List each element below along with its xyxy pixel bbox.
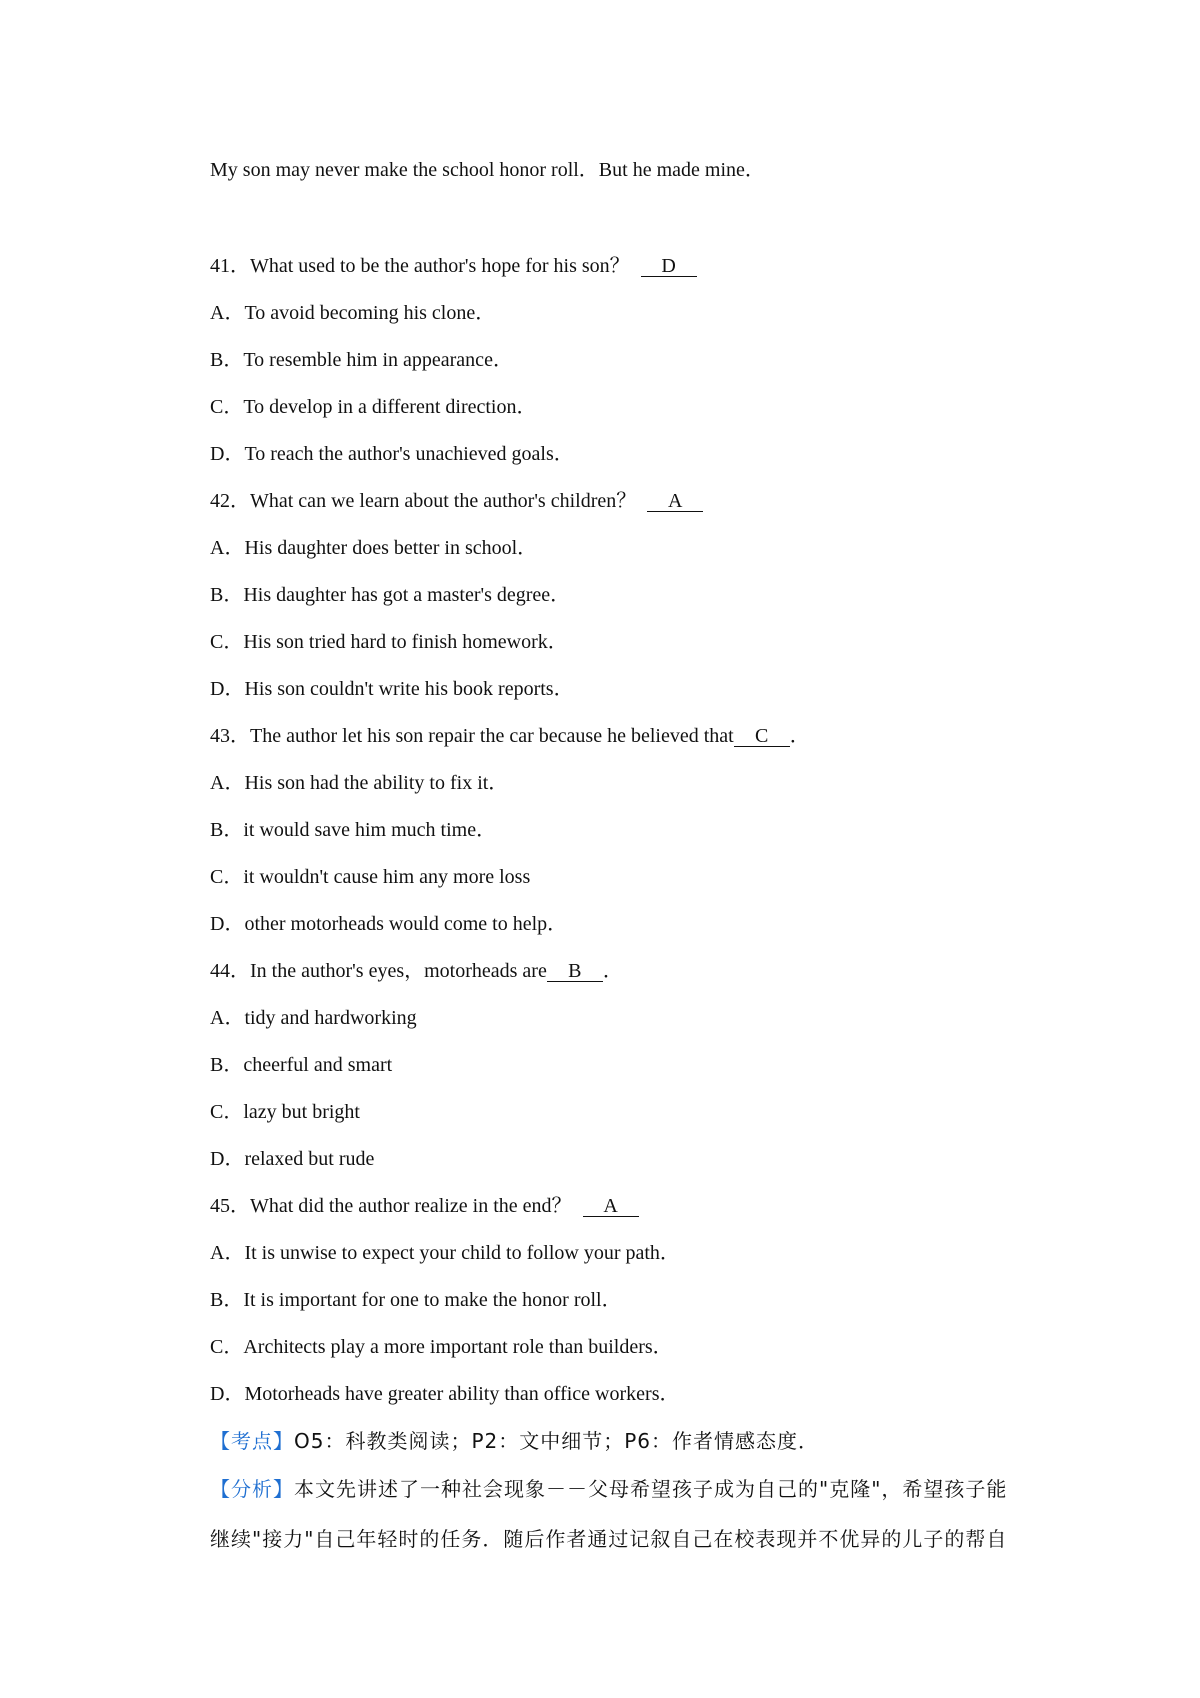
analysis-line-1 <box>210 1476 1007 1502</box>
option: C．it wouldn't cause him any more loss <box>210 866 531 888</box>
option: A．His son had the ability to fix it． <box>210 772 509 794</box>
option: A．His daughter does better in school． <box>210 537 538 559</box>
key-points-text: O5：科教类阅读；P2：文中细节；P6：作者情感态度． <box>294 1429 820 1453</box>
question-text: 43．The author let his son repair the car because he believed that <box>210 725 734 747</box>
answer-blank: A <box>583 1196 639 1217</box>
question-text: 41．What used to be the author's hope for his son？ <box>210 255 630 277</box>
option: C．Architects play a more important role than builders． <box>210 1336 673 1358</box>
analysis-line-2: 继续"接力"自己年轻时的任务．随后作者通过记叙自己在校表现并不优异的儿子的帮自 <box>210 1527 1008 1551</box>
answer-blank: C <box>734 726 790 747</box>
answer-blank: B <box>547 961 603 982</box>
question-end: ． <box>602 960 623 982</box>
key-points <box>210 1428 819 1454</box>
option: A．It is unwise to expect your child to follow your path． <box>210 1242 680 1264</box>
option: C．His son tried hard to finish homework． <box>210 631 568 653</box>
option: D．relaxed but rude <box>210 1148 375 1170</box>
question-41 <box>210 253 697 279</box>
question-43 <box>210 723 810 749</box>
option: B．cheerful and smart <box>210 1054 393 1076</box>
option: C．lazy but bright <box>210 1101 360 1123</box>
question-42 <box>210 488 703 514</box>
option: B．It is important for one to make the honor roll． <box>210 1289 622 1311</box>
answer-blank: D <box>641 256 697 277</box>
option: B．To resemble him in appearance． <box>210 349 513 371</box>
question-end: ． <box>789 725 810 747</box>
question-text: 45．What did the author realize in the end？ <box>210 1195 572 1217</box>
option: A．To avoid becoming his clone． <box>210 302 496 324</box>
analysis-tag: 【分析】 <box>210 1477 294 1501</box>
option: D．His son couldn't write his book reports． <box>210 678 574 700</box>
option: B．it would save him much time． <box>210 819 497 841</box>
answer-blank: A <box>647 491 703 512</box>
key-points-tag: 【考点】 <box>210 1429 294 1453</box>
option: D．Motorheads have greater ability than office workers． <box>210 1383 680 1405</box>
closing-sentence: My son may never make the school honor roll．But he made mine． <box>210 159 765 181</box>
option: A．tidy and hardworking <box>210 1007 417 1029</box>
question-45 <box>210 1193 639 1219</box>
option: D．To reach the author's unachieved goals． <box>210 443 574 465</box>
question-44 <box>210 958 623 984</box>
question-text: 42．What can we learn about the author's children？ <box>210 490 637 512</box>
option: C．To develop in a different direction． <box>210 396 537 418</box>
analysis-text: 本文先讲述了一种社会现象－－父母希望孩子成为自己的"克隆"，希望孩子能 <box>294 1477 1008 1501</box>
option: B．His daughter has got a master's degree． <box>210 584 571 606</box>
question-text: 44．In the author's eyes，motorheads are <box>210 960 547 982</box>
option: D．other motorheads would come to help． <box>210 913 568 935</box>
